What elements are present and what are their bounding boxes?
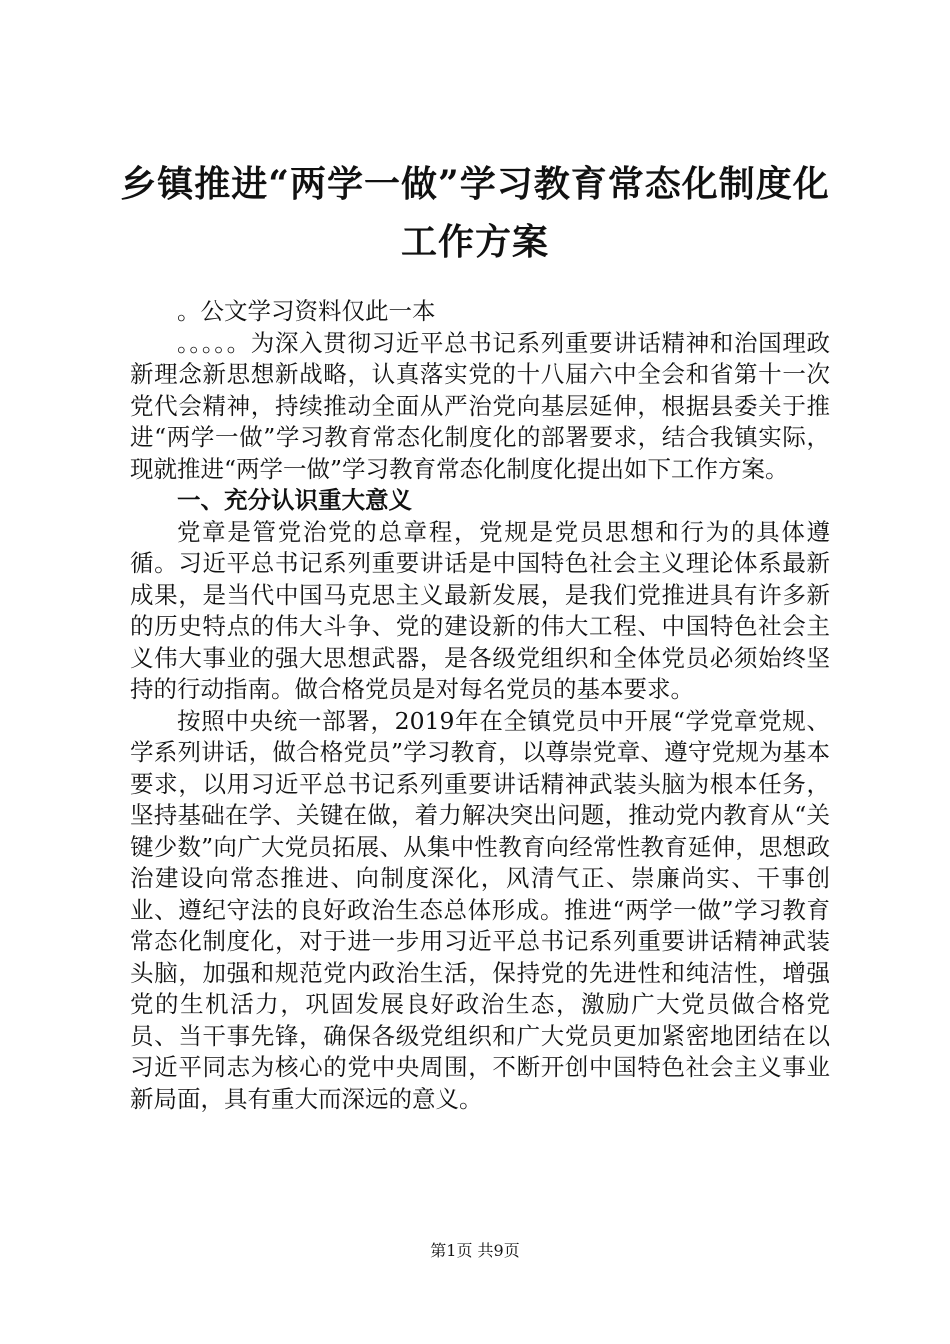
body-paragraph: 按照中央统一部署，2019年在全镇党员中开展“学党章党规、学系列讲话，做合格党员”学习教育，以尊崇党章、遵守党规为基本要求，以用习近平总书记系列重要讲话精神武装头脑为根本任务，坚持基础在学、关键在做，着力解决突出问题，推动党内教育从“关键少数”向广大党员拓展、从集中性教育向经常性教育延伸，思想政治建设向常态推进、向制度深化，风清气正、崇廉尚实、干事创业、遵纪守法的良好政治生态总体形成。推进“两学一做”学习教育常态化制度化，对于进一步用习近平总书记系列重要讲话精神武装头脑，加强和规范党内政治生活，保持党的先进性和纯洁性，增强党的生机活力，巩固发展良好政治生态，激励广大党员做合格党员、当干事先锋，确保各级党组织和广大党员更加紧密地团结在以习近平同志为核心的党中央周围，不断开创中国特色社会主义事业新局面，具有重大而深远的意义。 <box>130 706 830 1113</box>
intro-note: 。公文学习资料仅此一本 <box>177 297 436 325</box>
document-title-line-2: 工作方案 <box>400 221 549 263</box>
body-paragraph: 党章是管党治党的总章程，党规是党员思想和行为的具体遵循。习近平总书记系列重要讲话是中国特色社会主义理论体系最新成果，是当代中国马克思主义最新发展，是我们党推进具有许多新的历史特点的伟大斗争、党的建设新的伟大工程、中国特色社会主义伟大事业的强大思想武器，是各级党组织和全体党员必须始终坚持的行动指南。做合格党员是对每名党员的基本要求。 <box>130 517 830 703</box>
document-title-line-1: 乡镇推进“两学一做”学习教育常态化制度化 <box>120 163 830 205</box>
document-body <box>130 296 830 1115</box>
preamble-paragraph: 。。。。。为深入贯彻习近平总书记系列重要讲话精神和治国理政新理念新思想新战略，认真落实党的十八届六中全会和省第十一次党代会精神，持续推动全面从严治党向基层延伸，根据县委关于推进“两学一做”学习教育常态化制度化的部署要求，结合我镇实际，现就推进“两学一做”学习教育常态化制度化提出如下工作方案。 <box>130 328 830 483</box>
page-number-footer: 第1页 共9页 <box>430 1241 520 1260</box>
section-heading: 一、充分认识重大意义 <box>177 486 412 514</box>
